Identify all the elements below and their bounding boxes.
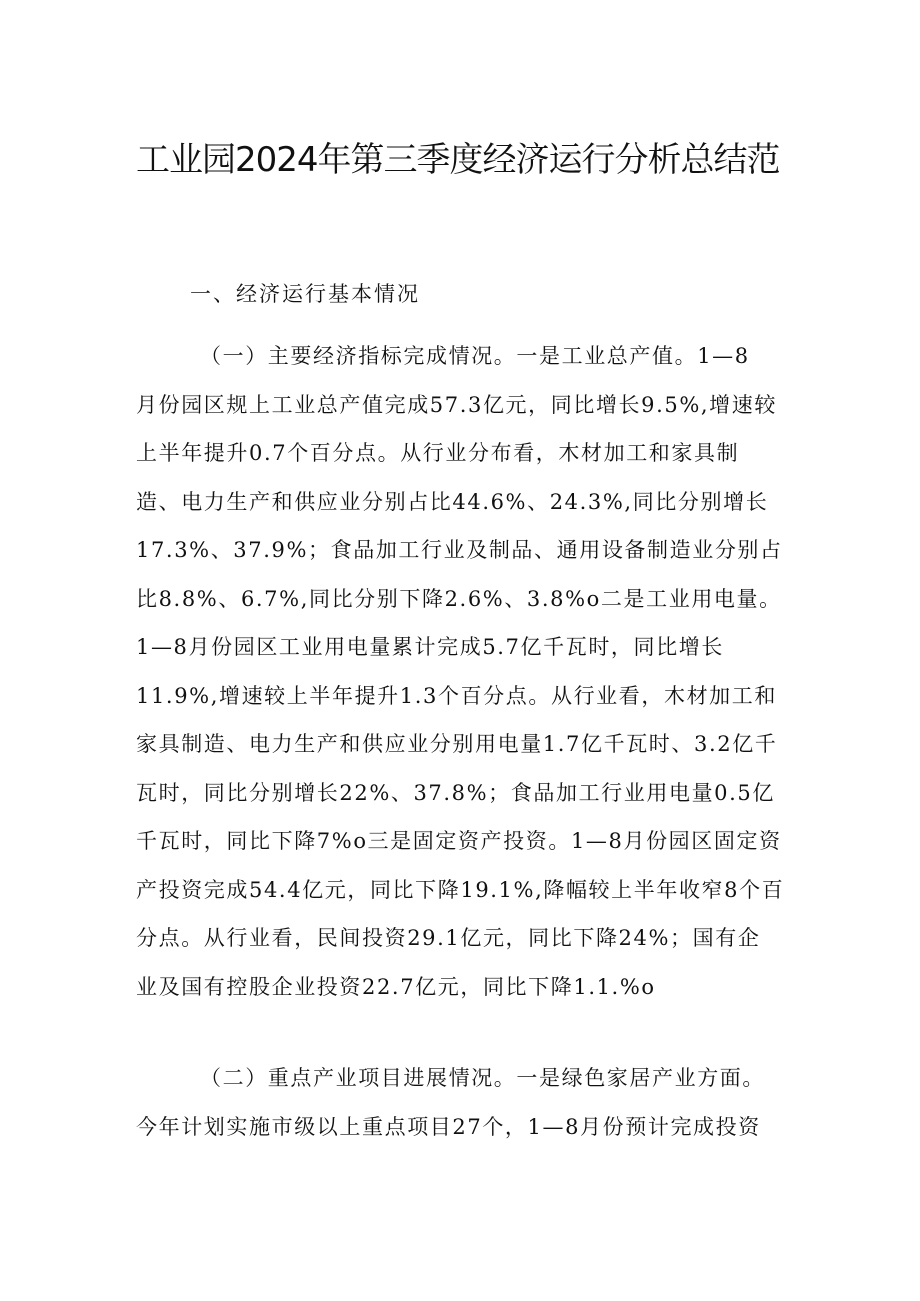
paragraph-line: 分点。从行业看，民间投资29.1亿元，同比下降24%；国有企 [136,926,761,950]
paragraph-line: 千瓦时，同比下降7%o三是固定资产投资。1—8月份园区固定资 [136,829,782,853]
paragraph-line: 今年计划实施市级以上重点项目27个，1—8月份预计完成投资 [136,1114,761,1139]
paragraph-line: （一）主要经济指标完成情况。一是工业总产值。1—8 [200,344,750,368]
paragraph-line: 业及国有控股企业投资22.7亿元，同比下降1.1.%o [136,974,656,999]
paragraph-line: 11.9%,增速较上半年提升1.3个百分点。从行业看，木材加工和 [136,683,777,708]
paragraph-line: 比8.8%、6.7%,同比分别下降2.6%、3.8%o二是工业用电量。 [136,586,782,611]
section-heading: 一、经济运行基本情况 [190,282,420,306]
paragraph-line: 1—8月份园区工业用电量累计完成5.7亿千瓦时，同比增长 [136,635,724,659]
paragraph-line: 造、电力生产和供应业分别占比44.6%、24.3%,同比分别增长 [136,489,769,514]
paragraph-line: 家具制造、电力生产和供应业分别用电量1.7亿千瓦时、3.2亿千 [136,732,778,756]
paragraph-line: 17.3%、37.9%；食品加工行业及制品、通用设备制造业分别占 [136,538,783,562]
paragraph-line: 上半年提升0.7个百分点。从行业分布看，木材加工和家具制 [136,441,740,465]
paragraph-line: （二）重点产业项目进展情况。一是绿色家居产业方面。 [200,1066,765,1090]
paragraph-line: 瓦时，同比分别增长22%、37.8%；食品加工行业用电量0.5亿 [136,780,775,805]
document-title: 工业园2024年第三季度经济运行分析总结范 [136,140,780,180]
paragraph-main-indicators [136,332,786,1011]
paragraph-line: 月份园区规上工业总产值完成57.3亿元，同比增长9.5%,增速较 [136,392,777,417]
paragraph-key-projects [136,1054,786,1151]
paragraph-line: 产投资完成54.4亿元，同比下降19.1%,降幅较上半年收窄8个百 [136,877,785,902]
